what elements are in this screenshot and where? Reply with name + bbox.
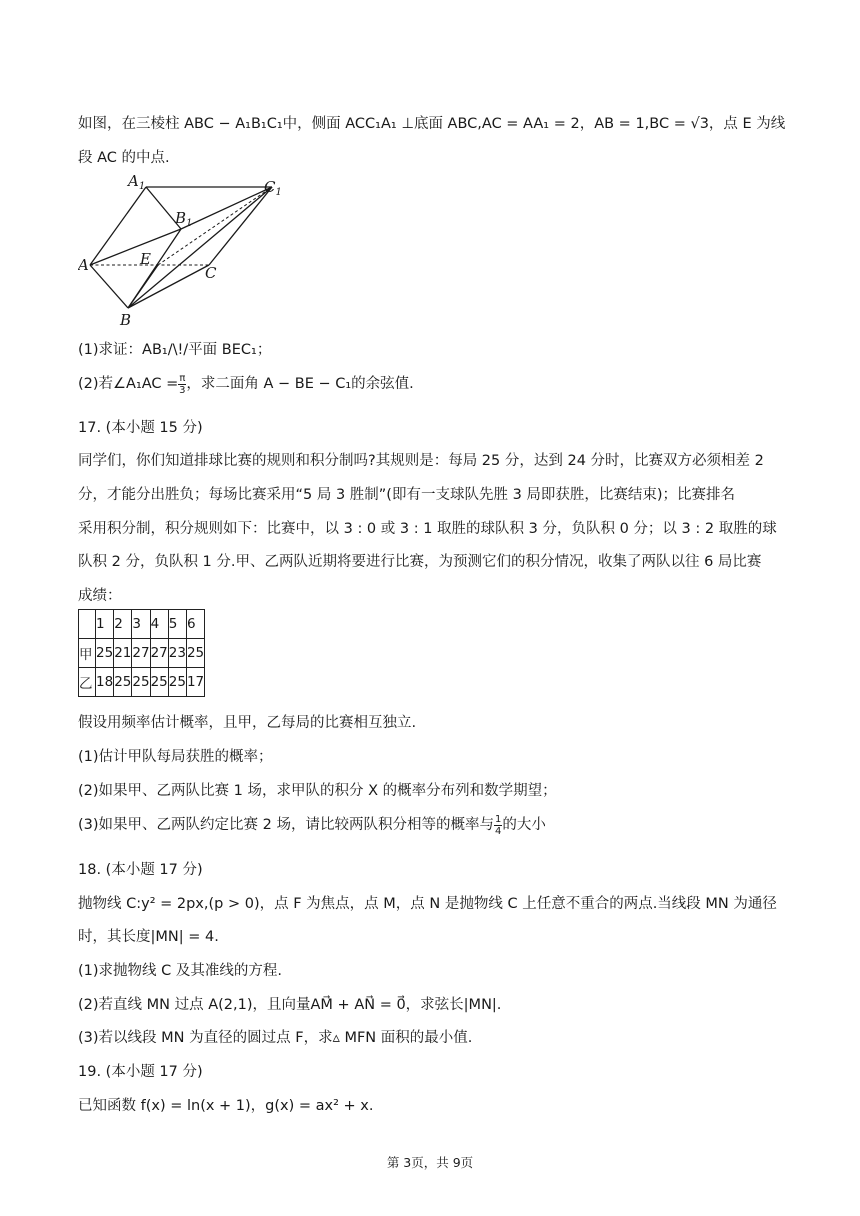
p17-line3: 采用积分制，积分规则如下：比赛中，以 3 : 0 或 3 : 1 取胜的球队积 3 分，负队积 0 分；以 3 : 2 取胜的球	[78, 521, 777, 537]
table-header-row	[79, 610, 205, 639]
prism-figure	[78, 172, 288, 330]
p18-heading: 18. (本小题 17 分)	[78, 862, 203, 878]
p16-q2	[78, 372, 414, 396]
p17-line4: 队积 2 分，负队积 1 分.甲、乙两队近期将要进行比赛，为预测它们的积分情况，收集了两队以往 6 局比赛	[78, 554, 762, 570]
table-header-cell: 6	[186, 610, 204, 639]
edge-ab	[90, 265, 128, 308]
p17-line1: 同学们，你们知道排球比赛的规则和积分制吗?其规则是：每局 25 分，达到 24 分时，比赛双方必须相差 2	[78, 453, 764, 469]
p16-q2-prefix: (2)若∠A₁AC =	[78, 376, 179, 392]
p17-q3-frac-num: 1	[494, 813, 502, 825]
table-cell: 甲	[79, 639, 96, 668]
table-cell: 25	[114, 668, 132, 697]
table-header-cell: 5	[168, 610, 186, 639]
table-header-cell	[79, 610, 96, 639]
edge-cc1	[209, 187, 272, 265]
page-footer: 第 3页，共 9页	[386, 1155, 474, 1170]
p17-line5: 成绩：	[78, 588, 122, 604]
p17-q3-frac-den: 4	[494, 825, 502, 837]
score-table	[78, 609, 205, 697]
table-cell: 21	[114, 639, 132, 668]
p17-heading: 17. (本小题 15 分)	[78, 420, 203, 436]
p16-intro-line2: 段 AC 的中点.	[78, 150, 170, 166]
label-c1: $C_1$	[264, 178, 282, 198]
table-cell: 乙	[79, 668, 96, 697]
table-header-cell: 1	[96, 610, 114, 639]
p16-q2-frac-den: 3	[179, 384, 186, 396]
label-b: B	[120, 311, 132, 329]
p18-q2: (2)若直线 MN 过点 A(2,1)，且向量AM⃗ + AN⃗ = 0⃗，求弦长|MN|.	[78, 997, 502, 1013]
p17-q2: (2)如果甲、乙两队比赛 1 场，求甲队的积分 X 的概率分布列和数学期望；	[78, 783, 557, 799]
p19-heading: 19. (本小题 17 分)	[78, 1064, 203, 1080]
label-b1: $B_1$	[175, 209, 193, 229]
label-a: A	[78, 256, 89, 274]
table-cell: 25	[96, 639, 114, 668]
p16-intro-line1: 如图，在三棱柱 ABC − A₁B₁C₁中，侧面 ACC₁A₁ ⊥底面 ABC,AC = AA₁ = 2，AB = 1,BC = √3，点 E 为线	[78, 116, 786, 132]
p17-q3-prefix: (3)如果甲、乙两队约定比赛 2 场，请比较两队积分相等的概率与	[78, 817, 494, 833]
p16-q1: (1)求证：AB₁/\!/平面 BEC₁；	[78, 342, 272, 358]
p18-line1: 抛物线 C:y² = 2px,(p > 0)，点 F 为焦点，点 M，点 N 是抛物线 C 上任意不重合的两点.当线段 MN 为通径	[78, 896, 777, 912]
table-cell: 25	[186, 639, 204, 668]
label-a1: $A_1$	[128, 172, 146, 192]
table-cell: 25	[168, 668, 186, 697]
p19-line1: 已知函数 f(x) = ln(x + 1)，g(x) = ax² + x.	[78, 1098, 374, 1114]
p18-q3: (3)若以线段 MN 为直径的圆过点 F，求▵ MFN 面积的最小值.	[78, 1030, 473, 1046]
p17-q3-suffix: 的大小	[502, 817, 546, 833]
p18-q1: (1)求抛物线 C 及其准线的方程.	[78, 963, 282, 979]
label-e: E	[140, 250, 151, 268]
p16-q2-suffix: ，求二面角 A − BE − C₁的余弦值.	[186, 376, 414, 392]
table-cell: 17	[186, 668, 204, 697]
p17-line2: 分，才能分出胜负；每场比赛采用“5 局 3 胜制”(即有一支球队先胜 3 局即获胜，比赛结束)；比赛排名	[78, 487, 736, 503]
p17-q3	[78, 813, 546, 837]
p16-q2-frac-num: π	[179, 372, 186, 384]
edge-bc	[128, 265, 209, 308]
edge-b1c1	[181, 187, 272, 229]
label-c: C	[205, 264, 217, 282]
p18-line2: 时，其长度|MN| = 4.	[78, 929, 219, 945]
table-cell: 18	[96, 668, 114, 697]
table-cell: 25	[150, 668, 168, 697]
p17-assumption: 假设用频率估计概率，且甲，乙每局的比赛相互独立.	[78, 715, 417, 731]
table-cell: 23	[168, 639, 186, 668]
segment-bc1	[128, 187, 272, 308]
table-header-cell: 2	[114, 610, 132, 639]
p17-q1: (1)估计甲队每局获胜的概率；	[78, 749, 273, 765]
table-cell: 27	[132, 639, 150, 668]
table-row	[79, 668, 205, 697]
table-row	[79, 639, 205, 668]
table-header-cell: 3	[132, 610, 150, 639]
table-cell: 25	[132, 668, 150, 697]
table-cell: 27	[150, 639, 168, 668]
table-header-cell: 4	[150, 610, 168, 639]
